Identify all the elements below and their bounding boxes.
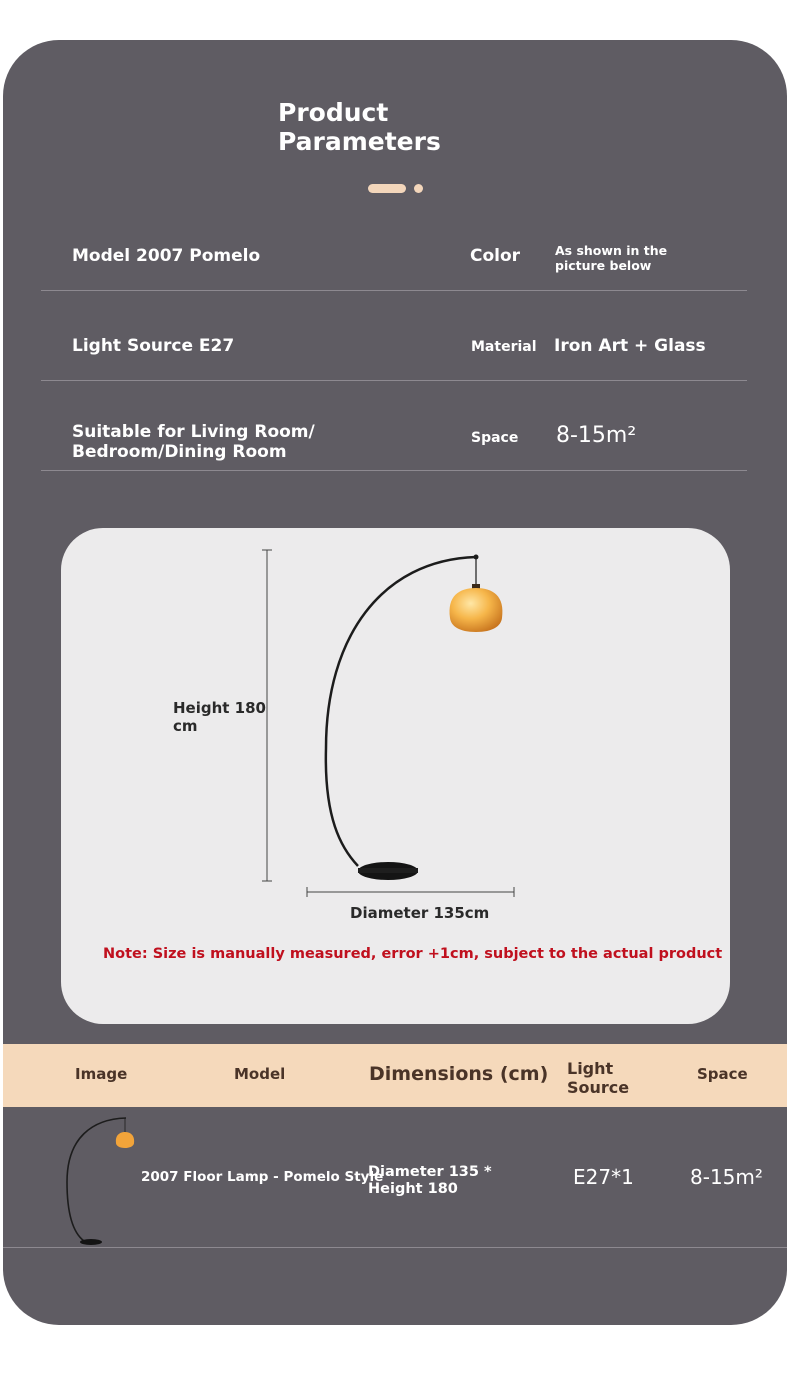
- divider: [41, 470, 747, 471]
- header-space: Space: [697, 1065, 748, 1083]
- arc-floor-lamp-thumbnail-icon: [58, 1107, 148, 1247]
- header-light-source: Light Source: [567, 1059, 630, 1097]
- page-title: Product Parameters: [278, 98, 441, 156]
- row-space: 8-15m²: [690, 1165, 763, 1189]
- height-label: Height 180 cm: [173, 699, 266, 735]
- title-decoration-pill: [368, 184, 406, 193]
- table-header: [3, 1044, 787, 1107]
- divider: [41, 290, 747, 291]
- material-label: Material: [471, 339, 537, 355]
- product-parameters-card: [3, 40, 787, 1325]
- light-source-label: Light Source E27: [72, 336, 235, 356]
- model-label: Model 2007 Pomelo: [72, 246, 261, 266]
- header-dimensions: Dimensions (cm): [369, 1063, 549, 1085]
- measurement-note: Note: Size is manually measured, error +1cm, subject to the actual product: [103, 946, 723, 962]
- material-value: Iron Art + Glass: [554, 336, 706, 356]
- space-label: Space: [471, 430, 519, 446]
- color-value: As shown in the picture below: [555, 243, 668, 273]
- row-dimensions: Diameter 135 * Height 180: [368, 1164, 492, 1197]
- divider: [41, 380, 747, 381]
- space-value: 8-15m²: [556, 423, 637, 448]
- header-image: Image: [75, 1065, 128, 1083]
- color-label: Color: [470, 246, 521, 266]
- divider: [3, 1247, 787, 1248]
- diameter-label: Diameter 135cm: [350, 904, 490, 922]
- suitable-rooms: Suitable for Living Room/ Bedroom/Dining Room: [72, 422, 315, 462]
- header-model: Model: [234, 1065, 286, 1083]
- row-model: 2007 Floor Lamp - Pomelo Style: [141, 1169, 384, 1185]
- title-decoration-dot: [414, 184, 423, 193]
- row-light-source: E27*1: [573, 1165, 634, 1189]
- table-row: [3, 1107, 787, 1247]
